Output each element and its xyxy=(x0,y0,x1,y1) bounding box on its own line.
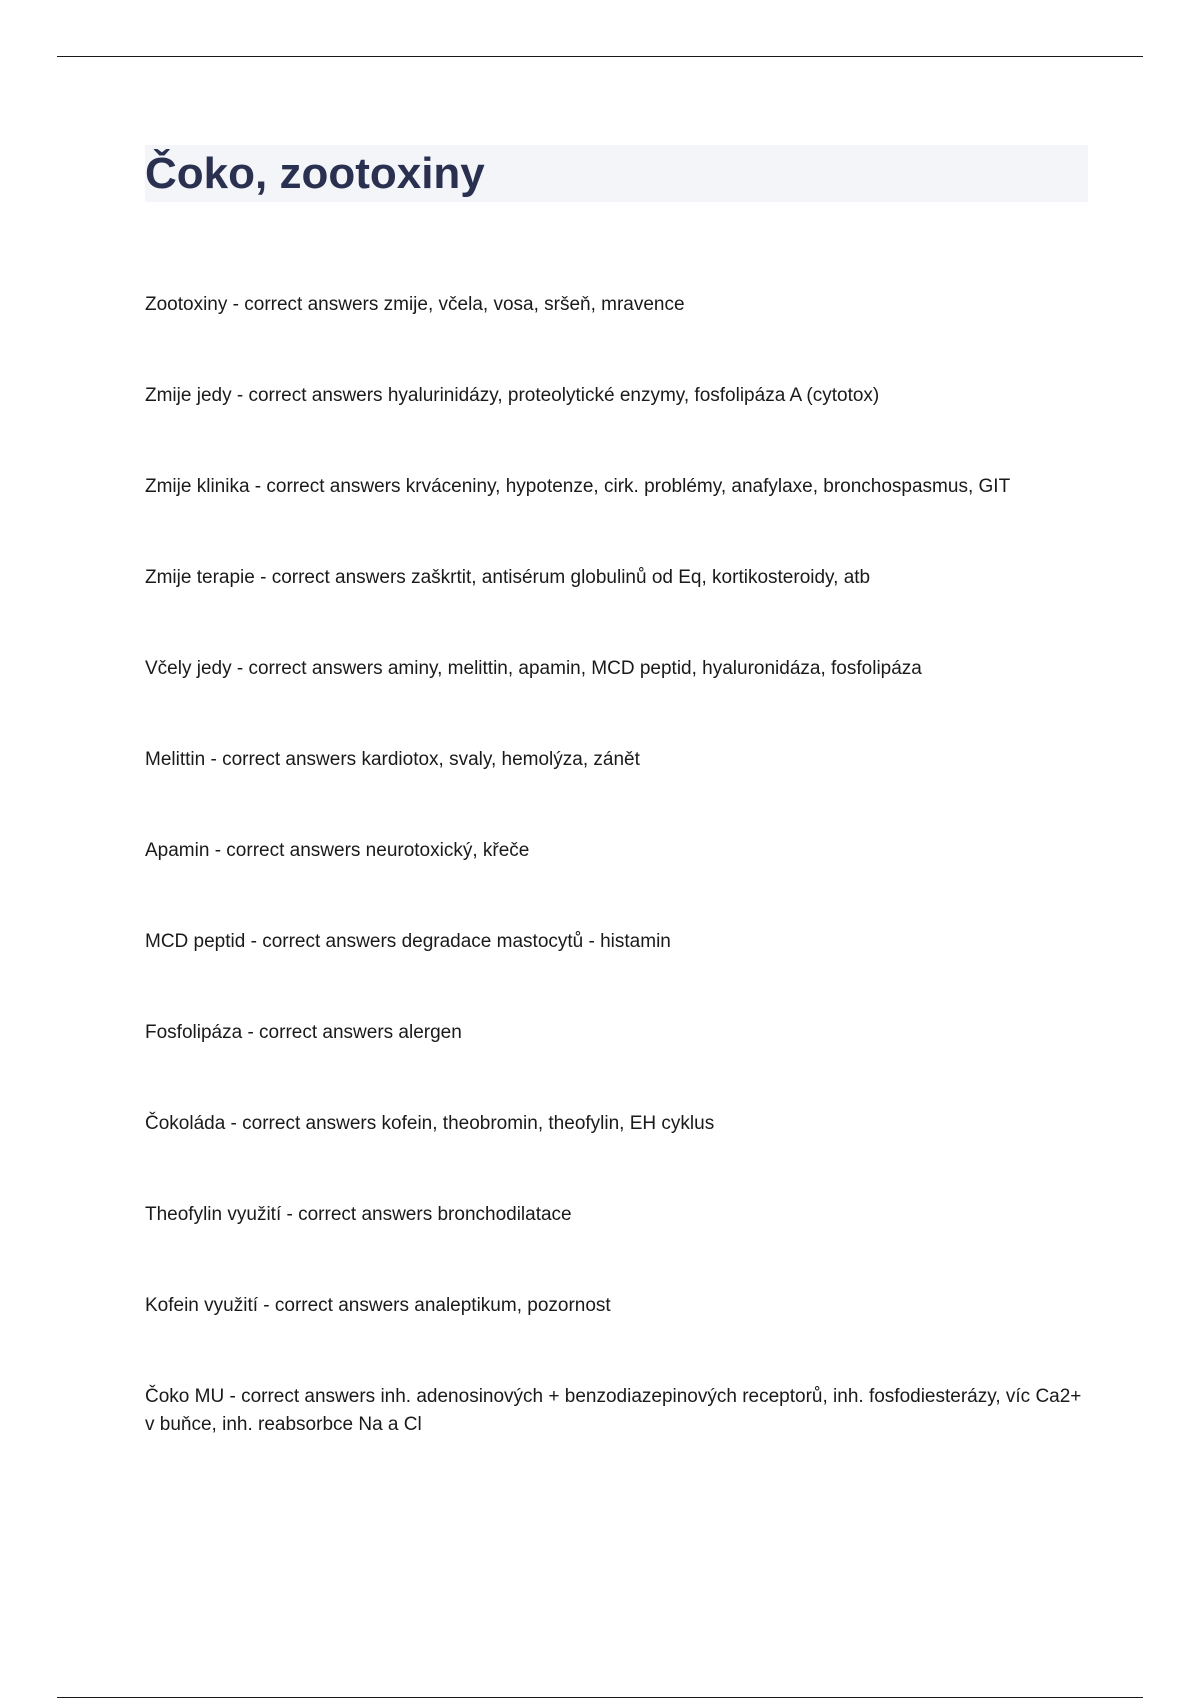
list-item: Theofylin využití - correct answers bronchodilatace xyxy=(145,1204,572,1225)
list-item: Melittin - correct answers kardiotox, svaly, hemolýza, zánět xyxy=(145,749,640,770)
bottom-rule xyxy=(57,1697,1143,1698)
list-item: Čokoláda - correct answers kofein, theobromin, theofylin, EH cyklus xyxy=(145,1113,715,1134)
list-item: Včely jedy - correct answers aminy, melittin, apamin, MCD peptid, hyaluronidáza, fosfolipáza xyxy=(145,658,922,679)
list-item: Kofein využití - correct answers analeptikum, pozornost xyxy=(145,1295,611,1316)
top-rule xyxy=(57,56,1143,57)
list-item: Zmije jedy - correct answers hyalurinidázy, proteolytické enzymy, fosfolipáza A (cytotox) xyxy=(145,385,880,406)
document-title: Čoko, zootoxiny xyxy=(145,149,485,198)
entry-list xyxy=(145,291,1090,1502)
list-item: Zmije klinika - correct answers krváceniny, hypotenze, cirk. problémy, anafylaxe, bronchospasmus, GIT xyxy=(145,476,1011,497)
list-item: Zootoxiny - correct answers zmije, včela, vosa, sršeň, mravence xyxy=(145,294,685,315)
list-item: Zmije terapie - correct answers zaškrtit, antisérum globulinů od Eq, kortikosteroidy, atb xyxy=(145,567,871,588)
list-item: Čoko MU - correct answers inh. adenosinových + benzodiazepinových receptorů, inh. fosfodiesterázy, víc Ca2+ v buňce, inh. reabsorbce Na a Cl xyxy=(145,1386,1082,1435)
list-item: Fosfolipáza - correct answers alergen xyxy=(145,1022,462,1043)
list-item: MCD peptid - correct answers degradace mastocytů - histamin xyxy=(145,931,671,952)
list-item: Apamin - correct answers neurotoxický, křeče xyxy=(145,840,530,861)
